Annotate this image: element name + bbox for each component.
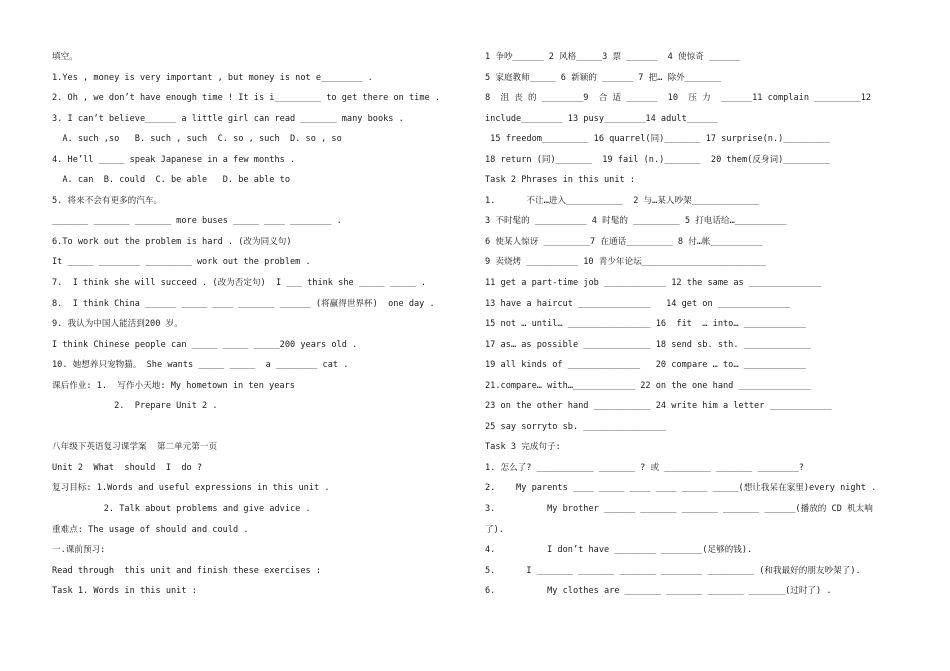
right-line-6: 18 return (同)_______ 19 fail (n.)_______ 20 them(反身词)_________ [485, 154, 830, 165]
right-line-1: 1 争吵______ 2 风格_____3 票 ______ 4 使惊奇 ______ [485, 52, 741, 62]
left-line-27: Task 1. Words in this unit : [52, 586, 197, 597]
right-column [485, 47, 905, 602]
left-line-7: A. can B. could C. be able D. be able to [52, 175, 290, 186]
left-line-24: 重难点: The usage of should and could . [52, 524, 249, 535]
right-line-2: 5 家庭教师_____ 6 新颖的 ______ 7 把… 除外_______ [485, 72, 721, 83]
right-line-7: Task 2 Phrases in this unit : [485, 175, 636, 186]
right-line-21: 1. 怎么了? ___________ _______ ? 或 _________ _______ ________? [485, 462, 804, 473]
left-line-9: _______ _______ _______ more buses _____ ____ ________ . [52, 216, 342, 227]
left-line-1: 填空。 [52, 52, 78, 62]
left-line-8: 5. 将来不会有更多的汽车。 [52, 195, 163, 206]
right-line-13: 13 have a haircut ______________ 14 get on ______________ [485, 298, 791, 309]
right-line-19: 25 say sorryto sb. ________________ [485, 421, 667, 432]
left-column [52, 47, 462, 602]
right-line-8: 1. 不让…进入___________ 2 与…某人吵架_____________ [485, 195, 759, 206]
left-line-12: 7. I think she will succeed . (改为否定句) I ___ think she _____ _____ . [52, 278, 427, 289]
left-line-2: 1.Yes , money is very important , but money is not e________ . [52, 72, 373, 83]
left-line-5: A. such ,so B. such , such C. so , such D. so , so [52, 134, 342, 145]
right-line-25: 4. I don’t have ________ ________(足够的钱). [485, 545, 753, 556]
right-line-23: 3. My brother ______ _______ _______ _______ ______(播放的 CD 机太响 [485, 504, 873, 515]
left-line-14: 9. 我认为中国人能活到200 岁。 [52, 319, 183, 330]
left-line-20: 八年级下英语复习课学案 第二单元第一页 [52, 442, 218, 453]
left-line-16: 10. 她想养只宠物猫。 She wants _____ _____ a ________ cat . [52, 360, 349, 371]
right-line-10: 6 使某人惊讶 _________7 在通话_________ 8 付…帐__________ [485, 236, 763, 247]
right-line-24: 了). [485, 524, 504, 535]
left-line-26: Read through this unit and finish these exercises : [52, 565, 322, 576]
right-line-17: 21.compare… with…____________ 22 on the one hand ______________ [485, 380, 811, 391]
left-line-10: 6.To work out the problem is hard . (改为同义句) [52, 236, 292, 247]
right-line-15: 17 as… as possible _____________ 18 send sb. sth. _____________ [485, 339, 811, 350]
right-line-5: 15 freedom_________ 16 quarrel(同)_______ 17 surprise(n.)_________ [485, 134, 830, 145]
left-line-11: It _____ ________ _________ work out the problem . [52, 257, 311, 268]
right-line-16: 19 all kinds of ______________ 20 compare … to… ____________ [485, 360, 806, 371]
left-line-15: I think Chinese people can _____ _____ _____200 years old . [52, 339, 358, 350]
left-line-17: 课后作业: 1. 写作小天地: My hometown in ten years [52, 380, 295, 391]
right-line-4: include________ 13 pusy________14 adult______ [485, 113, 718, 124]
right-line-27: 6. My clothes are _______ _______ _______ _______(过时了) . [485, 586, 832, 597]
right-line-9: 3 不时髦的 __________ 4 时髦的 _________ 5 打电话给…__________ [485, 216, 787, 227]
left-line-23: 2. Talk about problems and give advice . [52, 504, 311, 515]
left-line-18: 2. Prepare Unit 2 . [52, 401, 218, 412]
right-line-14: 15 not … until… ________________ 16 fit … into… ____________ [485, 319, 806, 330]
right-line-22: 2. My parents ____ _____ ____ ____ _____ _____(想让我呆在家里)every night . [485, 483, 877, 494]
right-line-26: 5. I _______ _______ _______ ________ _________ (和我最好的朋友吵架了). [485, 565, 861, 576]
right-line-18: 23 on the other hand ___________ 24 write him a letter ____________ [485, 401, 832, 412]
right-line-12: 11 get a part-time job ____________ 12 the same as ______________ [485, 278, 822, 289]
left-line-21: Unit 2 What should I do ? [52, 462, 203, 473]
left-line-4: 3. I can’t believe______ a little girl can read _______ many books . [52, 113, 404, 124]
left-line-6: 4. He’ll _____ speak Japanese in a few months . [52, 154, 296, 165]
right-line-11: 9 卖烧烤 __________ 10 青少年论坛________________________ [485, 257, 766, 268]
left-line-19 [52, 417, 462, 438]
left-line-3: 2. Oh , we don’t have enough time ! It is i_________ to get there on time . [52, 93, 441, 104]
left-line-25: 一.课前预习: [52, 545, 106, 556]
left-line-13: 8. I think China ______ _____ ____ _______ ______ (将赢得世界杯) one day . [52, 298, 435, 309]
right-line-3: 8 沮 丧 的 ________9 合 适 ______ 10 压 力 ______11 complain _________12 [485, 93, 872, 104]
right-line-20: Task 3 完成句子: [485, 442, 561, 453]
left-line-22: 复习目标: 1.Words and useful expressions in this unit . [52, 483, 330, 494]
